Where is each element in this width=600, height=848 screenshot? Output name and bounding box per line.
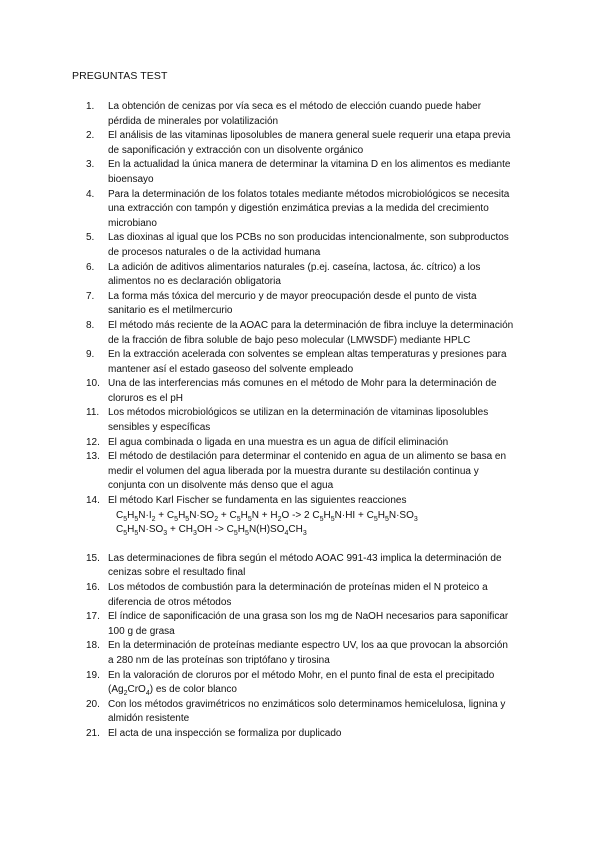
- list-item: [0, 639, 600, 668]
- item-number: 14.: [86, 495, 100, 507]
- spacer: [0, 538, 600, 552]
- item-number: 15.: [86, 552, 100, 564]
- item-text: En la actualidad la única manera de determinar la vitamina D en los alimentos es mediante bioensayo: [108, 159, 511, 185]
- list-item: [0, 377, 600, 406]
- page-title: PREGUNTAS TEST: [72, 70, 168, 82]
- list-item: [0, 129, 600, 158]
- list-item: [0, 231, 600, 260]
- item-number: 17.: [86, 611, 100, 623]
- item-number: 16.: [86, 582, 100, 593]
- item-number: 4.: [86, 188, 95, 200]
- list-item: [0, 494, 600, 509]
- list-item: [0, 348, 600, 377]
- list-item: [0, 552, 600, 581]
- item-text: El método Karl Fischer se fundamenta en las siguientes reacciones: [108, 495, 407, 507]
- list-item: [0, 261, 600, 290]
- item-number: 21.: [86, 727, 100, 739]
- list-item: [0, 669, 600, 698]
- item-text: La forma más tóxica del mercurio y de mayor preocupación desde el punto de vista sanitario es el metilmercurio: [108, 290, 477, 317]
- item-text: En la extracción acelerada con solventes se emplean altas temperaturas y presiones para mantener así el estado gaseoso del solvente empleado: [108, 349, 507, 375]
- item-text: El acta de una inspección se formaliza por duplicado: [108, 727, 342, 739]
- item-text: El agua combinada o ligada en una muestra es un agua de difícil eliminación: [108, 436, 449, 448]
- list-item: [0, 158, 600, 187]
- list-item: [0, 698, 600, 727]
- item-number: 8.: [86, 319, 95, 331]
- formula-line-2: $C_5H_5N\cdot SO_3 + CH_3OH -> C_5H_5N(H)SO_4CH_3$: [116, 524, 307, 538]
- item-text: El análisis de las vitaminas liposolubles de manera general suele requerir una etapa previa de saponificación y extracción con un disolvente orgánico: [108, 130, 511, 156]
- item-number: 6.: [86, 261, 95, 273]
- list-item: [0, 610, 600, 639]
- item-number: 11.: [86, 407, 100, 419]
- item-number: 12.: [86, 436, 100, 448]
- list-item: [0, 727, 600, 742]
- item-number: 13.: [86, 451, 100, 463]
- item-text: Una de las interferencias más comunes en el método de Mohr para la determinación de cloruros es el pH: [108, 378, 497, 404]
- item-text: Las dioxinas al igual que los PCBs no son producidas intencionalmente, son subproductos de procesos naturales o de la actividad humana: [108, 232, 509, 258]
- list-item: [0, 406, 600, 435]
- item-number: 9.: [86, 349, 95, 361]
- item-text: El método más reciente de la AOAC para la determinación de fibra incluye la determinación de la fracción de fibra soluble de bajo peso molecular (LMWSDF) mediante HPLC: [108, 319, 514, 346]
- item-text: La obtención de cenizas por vía seca es el método de elección cuando puede haber pérdida de minerales por volatilización: [108, 101, 482, 127]
- formula-line-1: $C_5H_5N\cdot I_2 + C_5H_5N\cdot SO_2 + C_5H_5N + H_2O -> 2$ $C_5H_5N\cdot HI + C_5H_5N\cdot SO_3$: [116, 509, 418, 523]
- item-number: 10.: [86, 378, 100, 390]
- item-text: Las determinaciones de fibra según el método AOAC 991-43 implica la determinación de cenizas sobre el resultado final: [108, 552, 502, 579]
- item-number: 5.: [86, 232, 95, 244]
- item-number: 2.: [86, 130, 95, 142]
- question-list: [0, 100, 600, 742]
- item-text: Para la determinación de los folatos totales mediante métodos microbiológicos se necesita una extracción con tampón y digestión enzimática previas a la medida del crecimiento microbiano: [108, 188, 510, 229]
- item-text: La adición de aditivos alimentarios naturales (p.ej. caseína, lactosa, ác. cítrico) a los alimentos no es declaración obligatoria: [108, 261, 481, 288]
- item-text: Con los métodos gravimétricos no enzimáticos solo determinamos hemicelulosa, lignina y almidón resistente: [108, 698, 506, 725]
- list-item: [0, 436, 600, 451]
- item-number: 18.: [86, 640, 100, 652]
- list-item: [0, 100, 600, 129]
- list-item: [0, 450, 600, 494]
- item-number: 3.: [86, 159, 95, 171]
- list-item: [0, 581, 600, 610]
- item-number: 19.: [86, 669, 100, 681]
- list-item: [0, 290, 600, 319]
- item-text: El índice de saponificación de una grasa son los mg de NaOH necesarios para saponificar 100 g de grasa: [108, 611, 509, 637]
- item-text: En la determinación de proteínas mediante espectro UV, los aa que provocan la absorción a 280 nm de las proteínas son triptófano y tirosina: [108, 640, 508, 666]
- item-text: En la valoración de cloruros por el método Mohr, en el punto final de esta el precipitado $(Ag_2CrO_4)$ es de color blanco: [108, 669, 495, 698]
- item-text: El método de destilación para determinar el contenido en agua de un alimento se basa en medir el volumen del agua liberada por la muestra durante su destilación continua y conjunta con un disolvente más denso que el agua: [108, 451, 507, 492]
- item-text: Los métodos de combustión para la determinación de proteínas miden el N proteico a diferencia de otros métodos: [108, 582, 488, 608]
- item-number: 1.: [86, 101, 95, 112]
- item-number: 20.: [86, 698, 100, 710]
- list-item: [0, 188, 600, 232]
- list-item: [0, 319, 600, 348]
- item-number: 7.: [86, 290, 95, 302]
- item-text: Los métodos microbiológicos se utilizan en la determinación de vitaminas liposolubles sensibles y específicas: [108, 407, 489, 434]
